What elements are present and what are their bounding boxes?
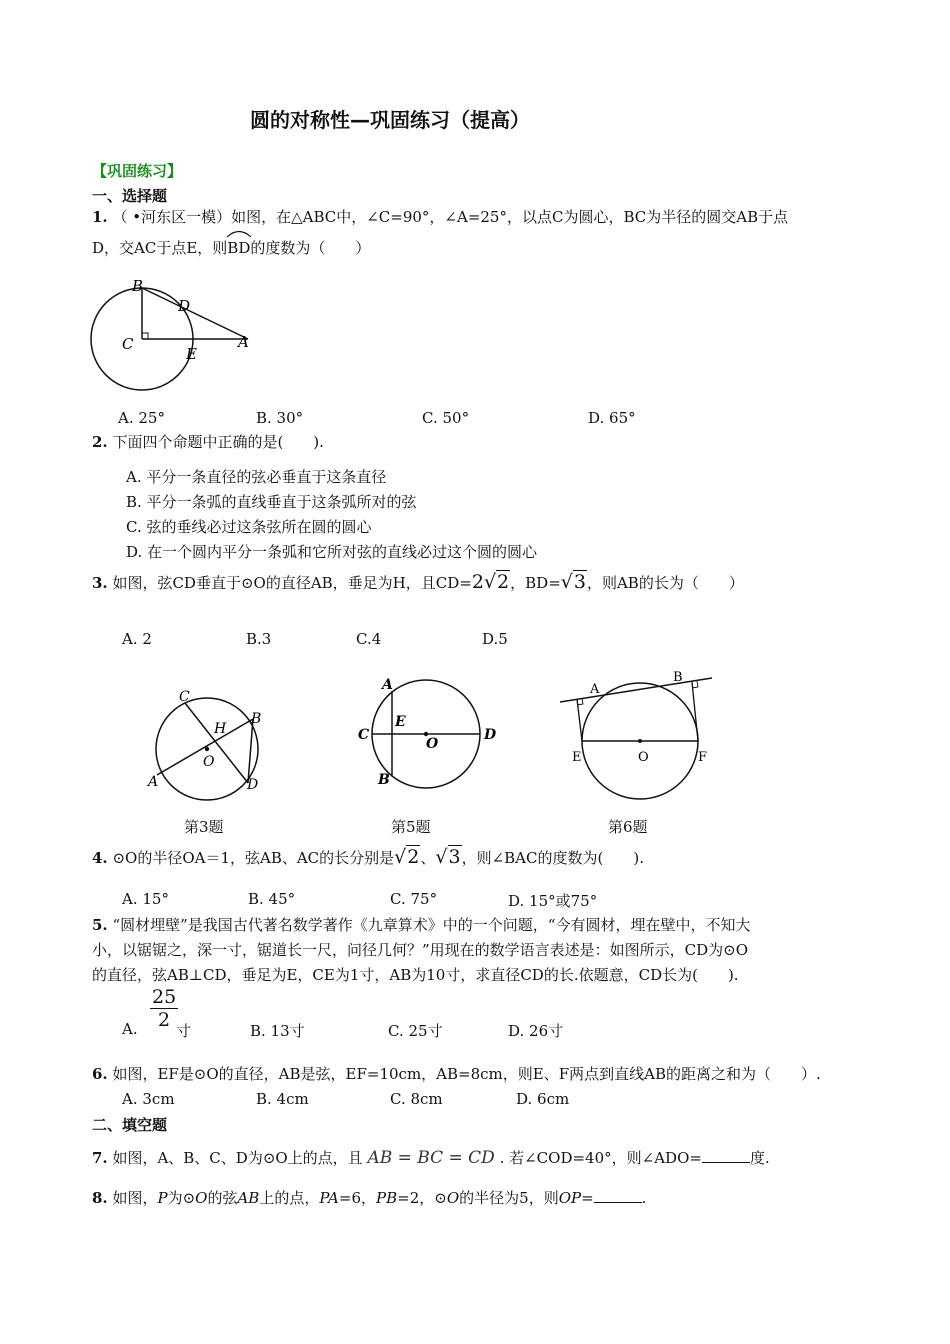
q3-cd-coef: 2 [471,571,484,593]
q3-cd-value: 2√2 [471,571,510,593]
fig6-label-a: A [590,682,600,697]
q7-arc-equation: AB = BC = CD [367,1148,495,1168]
page-title: 圆的对称性—巩固练习（提高） [250,108,530,132]
q6-stem-line [92,1062,821,1086]
q6-option-b[interactable]: B. 4cm [256,1090,309,1108]
q2-stem: 下面四个命题中正确的是( ). [112,433,324,451]
fraction-25-over-2 [150,986,178,1031]
q1-number: 1. [92,208,108,226]
q8-text-7: 的半径为5，则 [459,1189,559,1207]
q5-option-a-fraction[interactable] [150,986,178,1031]
fig5-label-c: C [358,727,370,743]
q5-text-line3: 的直径，弦AB⊥CD，垂足为E，CE为1寸，AB为10寸，求直径CD的长.依题意，CD长为( ). [92,966,739,984]
label-e: E [186,345,197,363]
fraction-numerator: 25 [152,986,177,1008]
q8-answer-blank[interactable] [594,1188,642,1203]
q4-option-d[interactable]: D. 15°或75° [508,892,598,910]
q8-text-3: 的弦 [207,1189,238,1207]
q5-option-b[interactable]: B. 13寸 [250,1022,305,1040]
q2-option-b[interactable]: B. 平分一条弧的直线垂直于这条弧所对的弦 [126,493,417,511]
q1-option-b[interactable]: B. 30° [256,409,304,427]
q8-var-o: O [195,1189,208,1207]
q5-line1 [92,913,750,937]
arc-mark-icon [226,228,252,238]
q4-stem-b: ，则∠BAC的度数为( ). [461,849,644,867]
label-b: B [132,277,144,295]
q3-number: 3. [92,574,108,592]
q8-text-1: 如图， [112,1189,158,1207]
q4-option-a[interactable]: A. 15° [122,890,169,908]
q1-line2 [92,236,370,260]
q1-option-c[interactable]: C. 50° [422,409,470,427]
q4-root-1: √2 [394,846,420,868]
q3-cd-radicand: 2 [497,571,510,593]
q8-var-o2: O [446,1189,460,1207]
fig5-label-e: E [395,714,406,730]
q3-option-b[interactable]: B.3 [246,630,272,648]
q6-option-d[interactable]: D. 6cm [516,1090,570,1108]
q1-line1 [92,205,788,229]
label-d: D [178,297,191,315]
q8-text-5: =6， [338,1189,377,1207]
q7-answer-blank[interactable] [702,1148,750,1163]
section-heading-choice: 一、选择题 [92,187,168,205]
fig5-caption: 第5题 [391,818,431,836]
q5-text-line2: 小，以锯锯之，深一寸，锯道长一尺，问径几何？”用现在的数学语言表述是：如图所示，CD为⊙O [92,941,749,959]
q4-separator: 、 [420,849,436,867]
q5-number: 5. [92,916,108,934]
fig5-diagram [350,672,510,797]
q1-option-d[interactable]: D. 65° [588,409,636,427]
q3-stem-line [92,570,744,595]
fig5-label-o: O [426,736,439,752]
fig6-line-ab [560,678,712,702]
q2-option-c[interactable]: C. 弦的垂线必过这条弦所在圆的圆心 [126,518,372,536]
fig3-chord-cd [185,703,248,783]
q1-figure [88,275,258,395]
q4-stem-a: ⊙O的半径OA＝1，弦AB、AC的长分别是 [112,849,395,867]
fig3-center-dot [205,747,209,751]
arc-notation [227,236,250,260]
q8-var-p: P [157,1189,168,1207]
q4-stem-line [92,845,644,870]
q5-option-d[interactable]: D. 26寸 [508,1022,564,1040]
fig3-label-c: C [179,689,190,705]
fig5-label-d: D [484,727,497,743]
fig3-label-h: H [214,721,227,737]
q6-number: 6. [92,1065,108,1083]
fig6-label-o: O [638,750,649,765]
q8-text-2: 为⊙ [167,1189,196,1207]
q7-number: 7. [92,1149,108,1167]
q8-text-4: 上的点， [259,1189,320,1207]
q5-option-a-unit: 寸 [176,1022,192,1040]
q4-option-c[interactable]: C. 75° [390,890,438,908]
fig6-caption: 第6题 [608,818,648,836]
q5-option-c[interactable]: C. 25寸 [388,1022,443,1040]
q5-text-line1: “圆材埋壁”是我国古代著名数学著作《九章算术》中的一个问题，“今有圆材，埋在壁中，不知大 [112,916,751,934]
q7-stem-line [92,1146,770,1170]
q3-option-d[interactable]: D.5 [482,630,508,648]
q8-stem-line [92,1186,646,1210]
label-a: A [238,333,249,351]
q3-option-c[interactable]: C.4 [356,630,382,648]
fig3-label-b: B [251,711,262,727]
fraction-denominator: 2 [158,1009,171,1031]
section-heading-fill: 二、填空题 [92,1116,168,1134]
q1-arc-label: BD [227,239,251,257]
q3-bd-value: √3 [560,571,586,593]
fig3-label-o: O [203,754,215,770]
q4-root-2: √3 [435,846,461,868]
q8-text-8: = [581,1189,594,1207]
q8-text-6: =2，⊙ [397,1189,447,1207]
q2-option-a[interactable]: A. 平分一条直径的弦必垂直于这条直径 [126,468,387,486]
q3-stem-c: ，则AB的长为（ ） [586,574,744,592]
q2-number: 2. [92,433,108,451]
fig6-label-b: B [673,670,683,685]
q3-option-a[interactable]: A. 2 [122,630,152,648]
fig5-label-a: A [382,677,393,693]
q4-option-b[interactable]: B. 45° [248,890,296,908]
q5-option-a-label[interactable]: A. [122,1020,138,1038]
q6-option-a[interactable]: A. 3cm [122,1090,175,1108]
q3-bd-radicand: 3 [573,571,586,593]
q6-stem: 如图，EF是⊙O的直径，AB是弦，EF=10cm，AB=8cm，则E、F两点到直线AB的距离之和为（ ）. [112,1065,821,1083]
q6-option-c[interactable]: C. 8cm [390,1090,443,1108]
q7-stem-c: 度. [749,1149,770,1167]
q8-var-pa: PA [319,1189,339,1207]
q1-text-line2a: D，交AC于点E，则 [92,239,228,257]
q1-option-a[interactable]: A. 25° [118,409,165,427]
fig6-center-dot [638,739,642,743]
fig6-label-f: F [698,750,708,765]
q8-var-op: OP [558,1189,582,1207]
q7-stem-b: . 若∠COD=40°，则∠ADO= [499,1149,702,1167]
q2-stem-line [92,430,324,454]
segment-ba [142,288,248,339]
q1-text-line1: （ •河东区一模）如图，在△ABC中，∠C=90°，∠A=25°，以点C为圆心，BC为半径的圆交AB于点 [112,208,789,226]
q8-text-9: . [641,1189,647,1207]
q3-stem-a: 如图，弦CD垂直于⊙O的直径AB，垂足为H，且CD= [112,574,472,592]
fig6-diagram [560,665,720,820]
q8-var-pb: PB [376,1189,398,1207]
q1-text-line2b: 的度数为（ ） [250,239,371,257]
q4-radicand-1: 2 [407,846,420,868]
fig3-caption: 第3题 [184,818,224,836]
fig5-label-b: B [378,772,390,788]
q2-option-d[interactable]: D. 在一个圆内平分一条弧和它所对弦的直线必过这个圆的圆心 [126,543,538,561]
q4-radicand-2: 3 [448,846,461,868]
right-angle-mark [142,333,148,339]
fig3-diagram [145,685,270,810]
fig6-perp-f [692,682,698,741]
label-c: C [122,335,134,353]
q8-number: 8. [92,1189,108,1207]
section-tag: 【巩固练习】 [92,162,183,180]
q3-stem-b: ，BD= [510,574,561,592]
q8-var-ab: AB [237,1189,260,1207]
fig3-label-a: A [148,774,159,790]
q7-stem-a: 如图，A、B、C、D为⊙O上的点，且 [112,1149,363,1167]
fig6-label-e: E [572,750,582,765]
q4-number: 4. [92,849,108,867]
fig3-label-d: D [247,777,259,793]
